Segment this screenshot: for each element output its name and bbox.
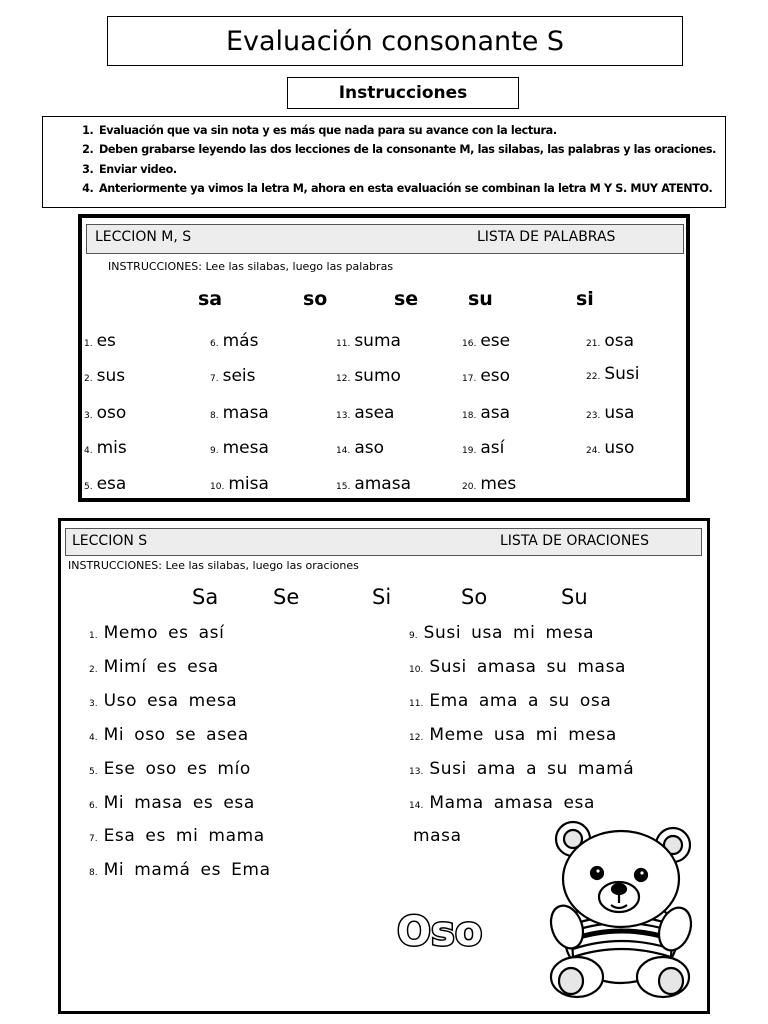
sentence-number: 3.	[89, 699, 98, 709]
word: uso	[604, 438, 635, 458]
word-number: 4.	[84, 446, 93, 456]
word-number: 16.	[462, 339, 477, 349]
sentence-number: 6.	[89, 801, 98, 811]
list-type-label: LISTA DE ORACIONES	[500, 533, 650, 549]
word-number: 20.	[462, 482, 477, 492]
word: así	[480, 438, 505, 458]
word-item	[84, 474, 126, 494]
word: masa	[222, 403, 269, 423]
sentence: Susi ama a su mamá	[429, 759, 635, 779]
word-item	[210, 438, 269, 458]
sentence-number: 5.	[89, 767, 98, 777]
word: más	[222, 331, 259, 351]
sentence: Meme usa mi mesa	[429, 725, 617, 745]
teddy-bear-illustration	[523, 817, 701, 1005]
word-number: 12.	[336, 374, 351, 384]
sentence-item	[409, 691, 611, 711]
sentence-item	[89, 826, 265, 846]
sentence-number: 12.	[409, 733, 424, 743]
word: sumo	[354, 366, 401, 386]
word-item	[462, 331, 510, 351]
word-number: 18.	[462, 411, 477, 421]
instructions-text: Lee las silabas, luego las oraciones	[165, 559, 359, 572]
word-item	[462, 474, 516, 494]
lesson-instructions	[68, 559, 359, 572]
sentence: Mi masa es esa	[103, 793, 255, 813]
word-item	[336, 331, 401, 351]
sentence: Memo es así	[103, 623, 225, 643]
instructions-list	[43, 121, 725, 198]
word: asea	[354, 403, 395, 423]
word-item	[336, 366, 401, 386]
word-number: 17.	[462, 374, 477, 384]
word: eso	[480, 366, 511, 386]
sentence: Mi mamá es Ema	[103, 860, 271, 880]
syllable: Sa	[192, 585, 219, 609]
word-item	[586, 438, 634, 458]
sentence-item	[89, 725, 249, 745]
sentence-item	[89, 657, 219, 677]
word: amasa	[354, 474, 411, 494]
page-title: Evaluación consonante S	[107, 16, 683, 66]
word: osa	[604, 331, 635, 351]
word-number: 15.	[336, 482, 351, 492]
syllable: So	[461, 585, 488, 609]
sentence-number: 7.	[89, 834, 98, 844]
word: oso	[96, 403, 127, 423]
syllable: Su	[561, 585, 588, 609]
word-number: 7.	[210, 374, 219, 384]
word-number: 8.	[210, 411, 219, 421]
sentence-number: 14.	[409, 801, 424, 811]
word: es	[96, 331, 116, 351]
word: suma	[354, 331, 401, 351]
sentence-number: 4.	[89, 733, 98, 743]
instructions-heading: Instrucciones	[287, 77, 519, 109]
word-number: 22.	[586, 372, 601, 382]
syllable: su	[468, 288, 493, 310]
word-item	[84, 366, 125, 386]
instructions-box	[42, 116, 726, 208]
syllable: se	[394, 288, 419, 310]
sentence: Mama amasa esa	[429, 793, 596, 813]
sentence: Esa es mi mama	[103, 826, 265, 846]
word: mesa	[222, 438, 269, 458]
word: mis	[96, 438, 127, 458]
word: seis	[222, 366, 256, 386]
sentence-item	[89, 691, 237, 711]
syllable: Si	[372, 585, 392, 609]
lesson-header	[65, 528, 702, 556]
word-number: 19.	[462, 446, 477, 456]
sentence-item	[409, 623, 594, 643]
sentence: Uso esa mesa	[103, 691, 238, 711]
lesson-sentences-panel	[58, 518, 710, 1014]
sentence-number: 13.	[409, 767, 424, 777]
word-number: 3.	[84, 411, 93, 421]
word-item	[586, 364, 639, 384]
list-type-label: LISTA DE PALABRAS	[477, 229, 616, 245]
instruction-item: 3. Enviar video.	[97, 160, 725, 179]
instruction-item: 4. Anteriormente ya vimos la letra M, ahora en esta evaluación se combinan la letra M Y S. MUY ATENTO.	[97, 179, 725, 198]
word-number: 5.	[84, 482, 93, 492]
syllable: sa	[198, 288, 223, 310]
sentence-item	[89, 860, 271, 880]
word-item	[462, 438, 504, 458]
word-item	[210, 403, 269, 423]
word: esa	[96, 474, 127, 494]
word-number: 24.	[586, 446, 601, 456]
word-number: 2.	[84, 374, 93, 384]
word: usa	[604, 403, 635, 423]
instruction-item: 2. Deben grabarse leyendo las dos lecciones de la consonante M, las silabas, las palabras y las oraciones.	[97, 140, 725, 159]
lesson-header	[86, 224, 684, 254]
word-number: 6.	[210, 339, 219, 349]
sentence-continuation: masa	[413, 826, 462, 846]
word-item	[210, 474, 269, 494]
sentence: Mimí es esa	[103, 657, 219, 677]
instructions-label: INSTRUCCIONES:	[108, 260, 202, 273]
word: Susi	[604, 364, 640, 384]
sentence-number: 9.	[409, 631, 418, 641]
syllable: so	[303, 288, 328, 310]
word-item	[586, 331, 634, 351]
word-item	[336, 474, 411, 494]
word: mes	[480, 474, 517, 494]
word: asa	[480, 403, 511, 423]
sentence-number: 11.	[409, 699, 424, 709]
word-item	[336, 438, 384, 458]
sentence-item	[89, 759, 251, 779]
sentence-item	[409, 725, 617, 745]
instructions-text: Lee las silabas, luego las palabras	[205, 260, 394, 273]
word-number: 9.	[210, 446, 219, 456]
lesson-words-panel	[78, 214, 690, 502]
sentence-number: 1.	[89, 631, 98, 641]
sentence-item	[409, 759, 634, 779]
word-number: 13.	[336, 411, 351, 421]
syllable: si	[576, 288, 594, 310]
word-number: 1.	[84, 339, 93, 349]
sentence: Susi amasa su masa	[429, 657, 627, 677]
sentence: Ema ama a su osa	[429, 691, 612, 711]
word-item	[84, 403, 126, 423]
word-item	[462, 366, 510, 386]
sentence: Mi oso se asea	[103, 725, 249, 745]
sentence-item	[89, 793, 255, 813]
picture-label: Oso	[397, 909, 483, 955]
word-item	[210, 331, 258, 351]
sentence-item	[89, 623, 224, 643]
word-item	[336, 403, 394, 423]
sentence-item	[409, 793, 595, 813]
word: ese	[480, 331, 511, 351]
word: sus	[96, 366, 126, 386]
sentence-number: 2.	[89, 665, 98, 675]
sentence-number: 10.	[409, 665, 424, 675]
lesson-instructions	[108, 260, 393, 273]
word-item	[210, 366, 256, 386]
word-number: 10.	[210, 482, 225, 492]
word: aso	[354, 438, 385, 458]
lesson-title: LECCION S	[72, 533, 148, 549]
word-number: 23.	[586, 411, 601, 421]
word-number: 11.	[336, 339, 351, 349]
word-item	[462, 403, 510, 423]
sentence: Susi usa mi mesa	[423, 623, 595, 643]
word: misa	[228, 474, 269, 494]
syllable: Se	[273, 585, 300, 609]
sentence-item	[409, 657, 626, 677]
word-item	[586, 403, 634, 423]
instruction-item: 1. Evaluación que va sin nota y es más que nada para su avance con la lectura.	[97, 121, 725, 140]
instructions-label: INSTRUCCIONES:	[68, 559, 162, 572]
word-item	[84, 331, 116, 351]
sentence-number: 8.	[89, 868, 98, 878]
word-item	[84, 438, 127, 458]
sentence: Ese oso es mío	[103, 759, 251, 779]
lesson-title: LECCION M, S	[95, 229, 192, 245]
word-number: 14.	[336, 446, 351, 456]
word-number: 21.	[586, 339, 601, 349]
